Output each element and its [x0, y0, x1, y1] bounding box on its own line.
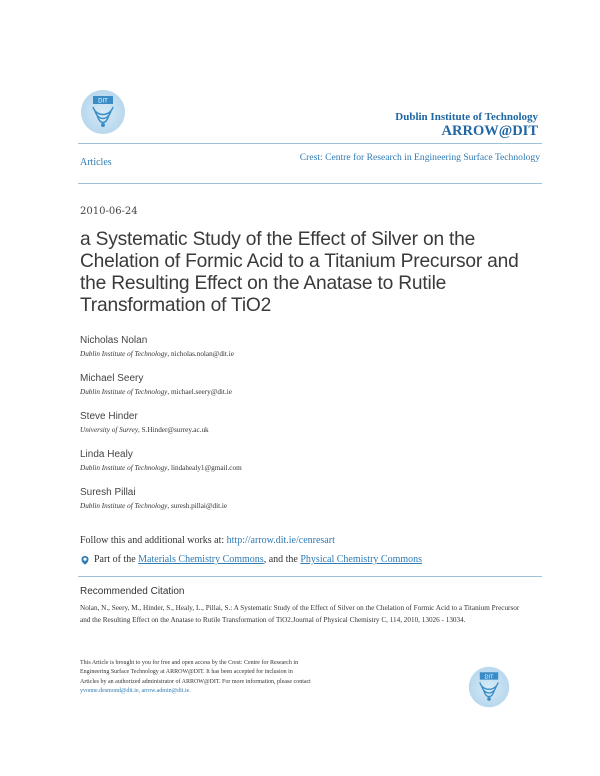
author-block-2: [80, 373, 232, 396]
part-of-line: Part of the Materials Chemistry Commons, and the Physical Chemistry Commons: [80, 554, 422, 565]
section-divider: [78, 576, 542, 577]
citation-text: Nolan, N., Seery, M., Hinder, S., Healy, L., Pillai, S.: A Systematic Study of the Effect of Silver on the Chelation of Formic Acid to a Titanium Precursor and the Resulting Effect on the Anatase to Rutile Transformation of TiO2.Journal of Physical Chemistry C, 114, 2010, 13026 - 13034.: [80, 604, 520, 624]
author-affiliation: Dublin Institute of Technology, suresh.pillai@dit.ie: [80, 502, 228, 510]
dit-logo-icon: [78, 87, 128, 137]
author-affiliation: Dublin Institute of Technology, michael.seery@dit.ie: [80, 388, 232, 396]
physical-chemistry-link[interactable]: Physical Chemistry Commons: [300, 554, 423, 565]
author-block-5: [80, 487, 227, 510]
repository-name[interactable]: ARROW@DIT: [441, 123, 538, 139]
institution-name[interactable]: Dublin Institute of Technology: [395, 111, 538, 123]
article-title: a Systematic Study of the Effect of Silver on the Chelation of Formic Acid to a Titanium Precursor and the Resulting Effect on the Anatase to Rutile Transformation of TiO2: [80, 229, 519, 316]
author-name: Steve Hinder: [80, 411, 138, 422]
dit-logo[interactable]: [78, 87, 128, 141]
author-block-3: [80, 411, 209, 434]
materials-chemistry-link[interactable]: Materials Chemistry Commons: [138, 554, 264, 565]
follow-line: [80, 535, 335, 546]
dit-footer-logo-icon: [466, 664, 512, 710]
breadcrumb-crest[interactable]: Crest: Centre for Research in Engineering Surface Technology: [299, 152, 540, 163]
follow-link[interactable]: http://arrow.dit.ie/cenresart: [226, 535, 335, 546]
header-divider: [78, 143, 542, 144]
author-affiliation: University of Surrey, S.Hinder@surrey.ac.uk: [80, 426, 209, 434]
author-name: Suresh Pillai: [80, 487, 136, 498]
author-block-1: [80, 335, 234, 358]
author-name: Nicholas Nolan: [80, 335, 148, 346]
svg-text:DIT: DIT: [98, 98, 108, 105]
footer-email-links[interactable]: yvonne.desmond@dit.ie, arrow.admin@dit.ie.: [80, 688, 191, 695]
dit-footer-logo[interactable]: [466, 664, 512, 714]
follow-prefix: Follow this and additional works at:: [80, 535, 227, 546]
recommended-citation-heading: Recommended Citation: [80, 586, 185, 597]
author-affiliation: Dublin Institute of Technology, nicholas.nolan@dit.ie: [80, 350, 234, 358]
footer-text: This Article is brought to you for free and open access by the Crest: Centre for Research in Engineering Surface Technology at ARROW@DIT. It has been accepted for inclusion in Articles by an authorized administrator of ARROW@DIT. For more information, please contact: [80, 660, 311, 685]
breadcrumb-articles[interactable]: Articles: [80, 157, 112, 168]
publication-date: 2010-06-24: [80, 206, 138, 217]
svg-text:DIT: DIT: [484, 674, 494, 681]
author-name: Linda Healy: [80, 449, 133, 460]
author-block-4: [80, 449, 242, 472]
author-affiliation: Dublin Institute of Technology, lindahealy1@gmail.com: [80, 464, 242, 472]
author-name: Michael Seery: [80, 373, 144, 384]
commons-icon: [80, 555, 90, 565]
footer-notice: [80, 659, 312, 697]
breadcrumb-divider: [78, 183, 542, 184]
